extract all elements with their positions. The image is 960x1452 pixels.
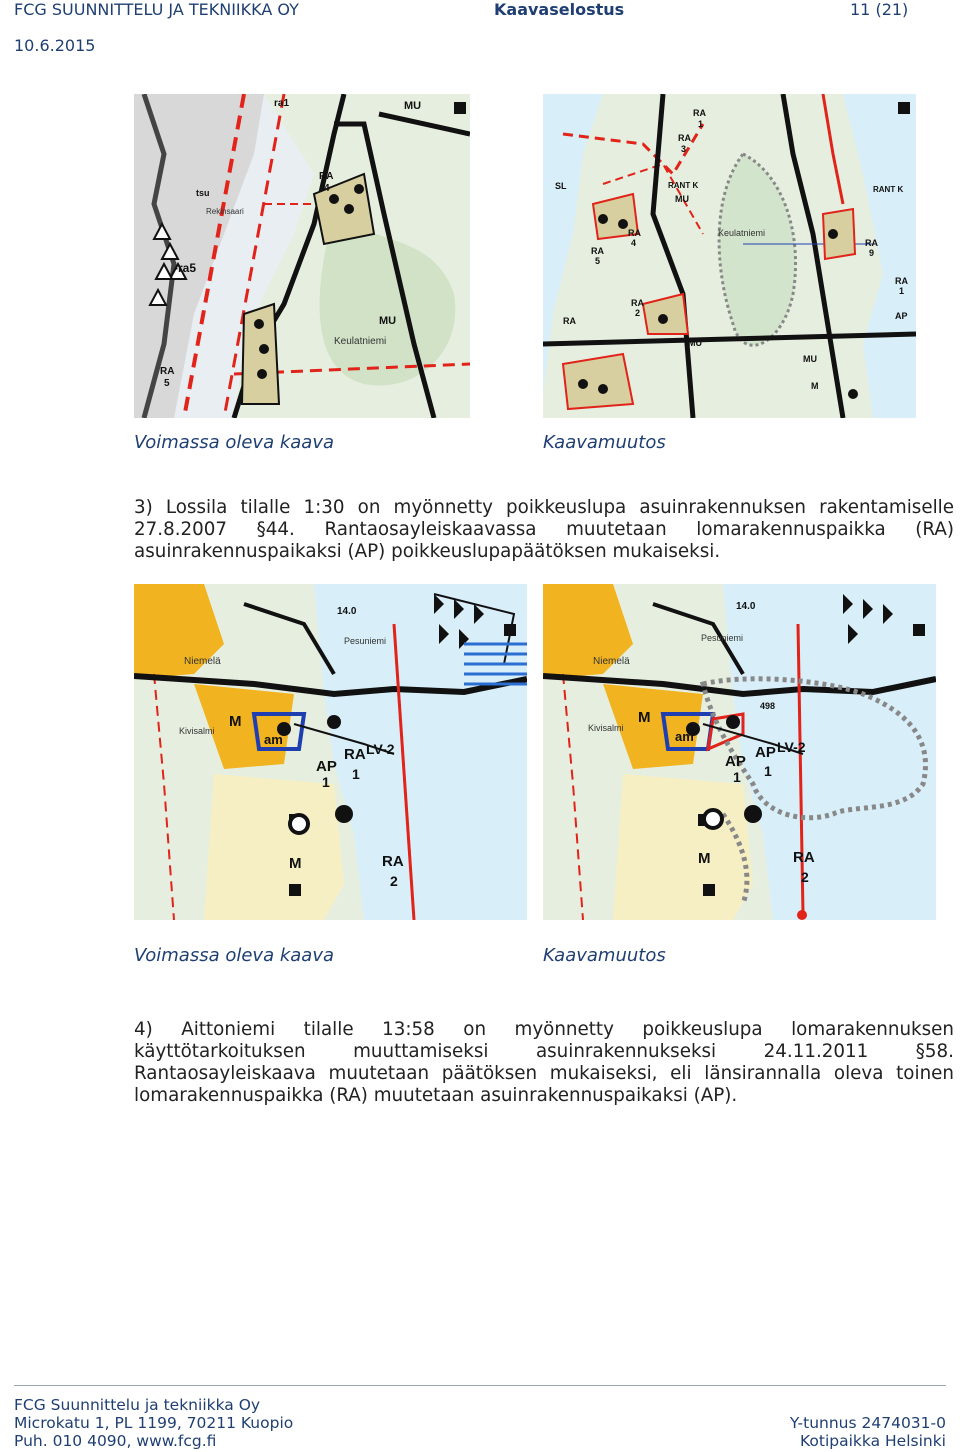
map-label-mu-mid: MU [379,315,397,327]
map-label-ap: AP [316,758,337,775]
map-plan-change-lossila [543,94,916,418]
map-plan-change-lossila-drawing [543,94,916,418]
map-label-ra-left: RA [160,366,175,377]
footer-address: Microkatu 1, PL 1199, 70211 Kuopio [14,1414,294,1432]
map-label-ra-2: 2 [801,869,809,885]
map-label-am: am [675,729,694,744]
map-label-tsu: tsu [196,188,210,198]
map-label-498: 498 [760,701,776,711]
map-label-mu-bottom: MU [688,338,702,348]
map-label-lv2: LV-2 [366,741,395,757]
map-label-ap-1: 1 [733,769,741,785]
map-label-3: 3 [681,144,687,154]
header-doc-title: Kaavaselostus [494,0,625,19]
map-label-rant-k: RANT K [668,181,699,190]
map-label-m: M [811,381,819,391]
map-label-9: 9 [869,248,875,258]
map-label-ra-bottom: RA [382,853,404,870]
map-label-ap: AP [725,753,746,770]
map-label-rant-k-east: RANT K [873,185,904,194]
footer-business-id: Y-tunnus 2474031-0 [789,1414,946,1432]
map-label-4: 4 [324,183,330,194]
map-label-ra-1: 1 [764,763,772,779]
map-label-ap-1: 1 [322,774,330,790]
map-label-m-top: M [638,709,651,726]
header-company: FCG SUUNNITTELU JA TEKNIIKKA OY [14,0,299,19]
caption-current-plan-3: Voimassa oleva kaava [134,432,335,453]
map-label-2: 2 [635,308,641,318]
map-label-4: 4 [631,238,637,248]
map-label-mu-east: MU [803,354,817,364]
map-label-14: 14.0 [337,606,357,617]
map-label-1-east: 1 [899,286,905,296]
map-label-m-bottom: M [289,855,302,872]
map-label-ra-5: RA [591,246,604,256]
footer-company: FCG Suunnittelu ja tekniikka Oy [14,1396,261,1414]
section-3-text: 3) Lossila tilalle 1:30 on myönnetty poikkeuslupa asuinrakennuksen rakentamiselle 27.8.2007 §44. Rantaosayleiskaavassa muutetaan lomarakennuspaikka (RA) asuinrakennuspaikaksi (AP) poikkeuslupapäätöksen mukaiseksi. [134,497,954,562]
footer-domicile: Kotipaikka Helsinki [800,1432,946,1450]
map-label-kivisalmi: Kivisalmi [588,723,624,733]
map-label-14: 14.0 [736,601,756,612]
map-current-plan-lossila [134,94,470,418]
map-label-ra-9: RA [865,238,878,248]
map-label-5: 5 [595,256,601,266]
map-plan-change-aittoniemi-drawing [543,584,936,920]
map-label-ap-lv: AP [755,744,776,761]
map-label-keulatniemi: Keulatniemi [334,336,387,347]
header-date: 10.6.2015 [14,36,96,55]
map-label-mu-top: MU [404,100,422,112]
map-label-ra-1-east: RA [895,276,908,286]
caption-current-plan-4: Voimassa oleva kaava [134,945,335,966]
map-label-mu-right: MU [675,194,689,204]
footer-contact: Puh. 010 4090, www.fcg.fi [14,1432,217,1450]
map-label-ra-2: 2 [390,873,398,889]
header-page-number: 11 (21) [850,0,909,19]
map-label-am: am [264,732,283,747]
map-label-ra-1: 1 [352,766,360,782]
map-label-niemela: Niemelä [184,656,221,667]
map-label-sl: SL [555,181,567,191]
map-label-ra: RA [319,171,334,182]
map-label-5: 5 [164,378,170,389]
map-label-keulatniemi: Keulatniemi [718,228,766,238]
map-label-m-top: M [229,713,242,730]
map-label-pesuniemi: Pesuniemi [344,636,387,646]
map-label-ra-lv: RA [344,746,366,763]
map-plan-change-aittoniemi [543,584,936,920]
caption-plan-change-4: Kaavamuutos [543,945,666,966]
map-label-ra-bottom: RA [793,849,815,866]
map-label-ra: RA [693,108,706,118]
map-label-lv2: LV-2 [777,739,806,755]
map-label-niemela: Niemelä [593,656,630,667]
map-current-plan-aittoniemi [134,584,527,920]
map-label-ap: AP [895,311,908,321]
map-label-ra1: ra1 [274,98,290,109]
map-current-plan-lossila-drawing [134,94,470,418]
map-label-ra-3: RA [678,133,691,143]
map-current-plan-aittoniemi-drawing [134,584,527,920]
map-label-pesuniemi: Pesuniemi [701,633,744,643]
section-4-text: 4) Aittoniemi tilalle 13:58 on myönnetty poikkeuslupa lomarakennuksen käyttötarkoituksen muuttamiseksi asuinrakennukseksi 24.11.2011 §58. Rantaosayleiskaava muutetaan päätöksen mukaiseksi, eli länsirannalla oleva toinen lomarakennuspaikka (RA) muutetaan asuinrakennuspaikaksi (AP). [134,1019,954,1106]
map-label-ra-4: RA [628,228,641,238]
map-label-ra-left: RA [563,316,576,326]
map-label-m-bottom: M [698,850,711,867]
map-label-rekinsaari: Rekinsaari [206,207,244,216]
caption-plan-change-3: Kaavamuutos [543,432,666,453]
map-label-kivisalmi: Kivisalmi [179,726,215,736]
map-label-ra-2: RA [631,298,644,308]
map-label-ra5-small: -ra5 [174,261,197,275]
map-label-1: 1 [698,119,704,129]
footer-divider [14,1385,946,1386]
